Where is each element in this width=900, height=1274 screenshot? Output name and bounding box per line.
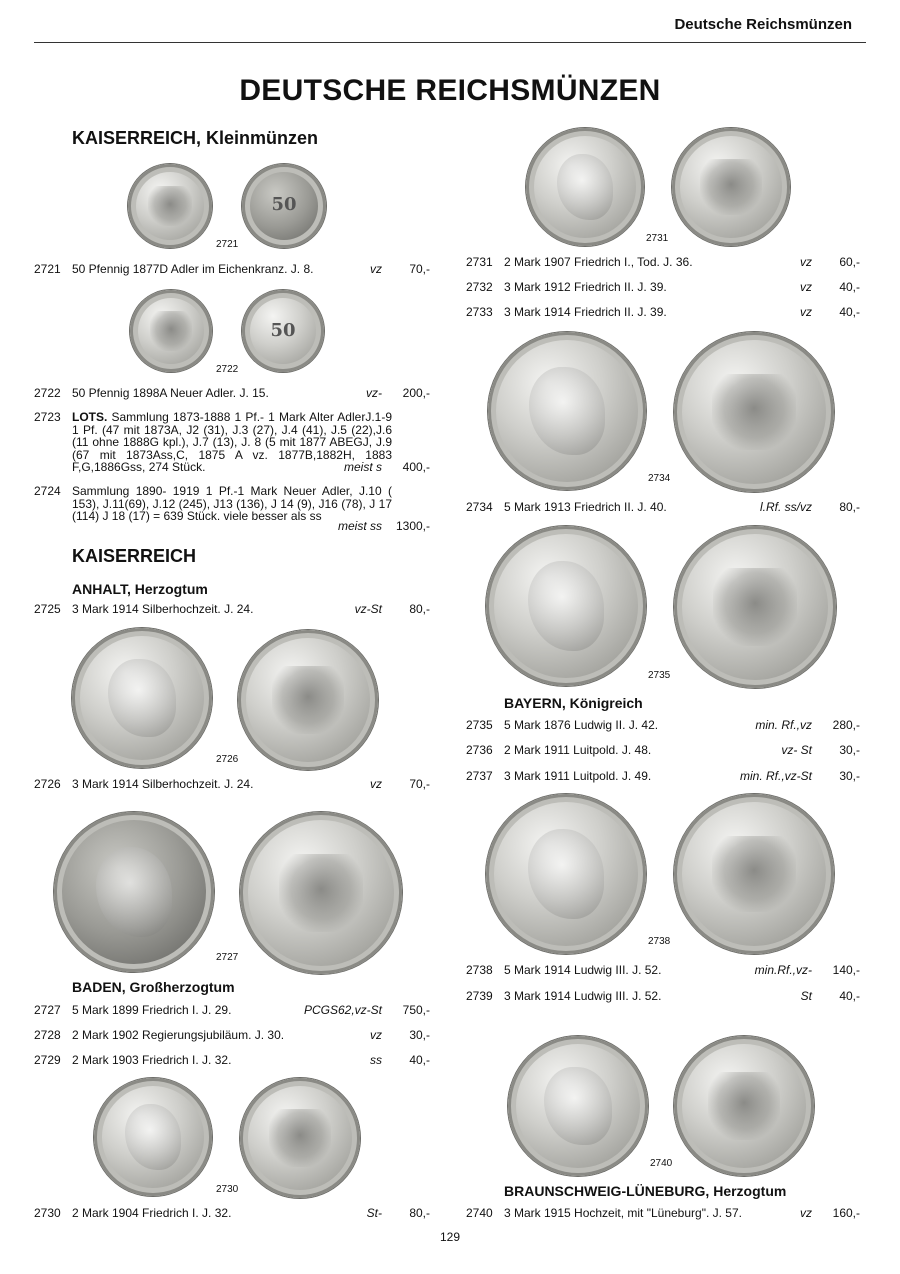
- lot-number: 2729: [34, 1053, 61, 1067]
- header-rule: [34, 42, 866, 43]
- lot-number: 2724: [34, 484, 61, 498]
- lot-2736: [466, 741, 860, 759]
- picture-number: 2735: [648, 670, 671, 681]
- lot-grade: meist s: [343, 460, 382, 474]
- subsection-baden: BADEN, Großherzogtum: [72, 979, 235, 995]
- running-header: Deutsche Reichsmünzen: [674, 16, 852, 33]
- lot-2721: [34, 260, 430, 278]
- lot-2723: [34, 411, 430, 475]
- picture-number: 2727: [216, 952, 239, 963]
- coin-2727-obverse: [54, 812, 214, 972]
- lot-number: 2737: [466, 769, 493, 783]
- lot-price: 140,-: [832, 963, 860, 977]
- lot-description: 3 Mark 1914 Friedrich II. J. 39.: [504, 305, 667, 319]
- picture-number: 2740: [650, 1158, 673, 1169]
- lot-price: 1300,-: [395, 519, 430, 533]
- eagle-icon: [713, 568, 797, 646]
- coin-2731-reverse: [672, 128, 790, 246]
- eagle-icon: [272, 666, 345, 733]
- coin-2735-reverse: [674, 526, 836, 688]
- lot-grade: St-: [366, 1206, 382, 1220]
- coin-2730-obverse: [94, 1078, 212, 1196]
- lot-number: 2735: [466, 718, 493, 732]
- coin-2738-obverse: [486, 794, 646, 954]
- lot-number: 2730: [34, 1206, 61, 1220]
- lot-price: 80,-: [409, 602, 430, 616]
- lot-description: 50 Pfennig 1877D Adler im Eichenkranz. J. 8.: [72, 262, 314, 276]
- lot-description: 2 Mark 1904 Friedrich I. J. 32.: [72, 1206, 232, 1220]
- eagle-icon: [712, 836, 795, 913]
- lot-grade: meist ss: [337, 519, 382, 533]
- lot-description: 5 Mark 1899 Friedrich I. J. 29.: [72, 1003, 232, 1017]
- coin-2727-reverse: [240, 812, 402, 974]
- coin-2726-reverse: [238, 630, 378, 770]
- lot-number: 2725: [34, 602, 61, 616]
- picture-number: 2731: [646, 233, 669, 244]
- picture-number: 2730: [216, 1184, 239, 1195]
- lot-2738: [466, 961, 860, 979]
- picture-number: 2726: [216, 754, 239, 765]
- lot-2732: [466, 278, 860, 296]
- coin-2734-reverse: [674, 332, 834, 492]
- portrait-icon: [96, 847, 173, 937]
- lot-grade: St: [800, 989, 812, 1003]
- lot-price: 70,-: [409, 777, 430, 791]
- lot-description: 3 Mark 1914 Silberhochzeit. J. 24.: [72, 777, 254, 791]
- lot-grade: vz-: [366, 386, 382, 400]
- coin-2722-obverse: [130, 290, 212, 372]
- lot-number: 2728: [34, 1028, 61, 1042]
- lot-description: 5 Mark 1913 Friedrich II. J. 40.: [504, 500, 667, 514]
- lot-number: 2740: [466, 1206, 493, 1220]
- picture-number: 2721: [216, 239, 239, 250]
- lot-number: 2722: [34, 386, 61, 400]
- lot-grade: vz: [370, 262, 382, 276]
- lot-grade: vz: [800, 305, 812, 319]
- lot-number: 2732: [466, 280, 493, 294]
- eagle-icon: [269, 1109, 331, 1167]
- lot-2733: [466, 303, 860, 321]
- coin-value-label: 50: [271, 194, 297, 216]
- lot-2731: [466, 253, 860, 271]
- lot-description: 3 Mark 1911 Luitpold. J. 49.: [504, 769, 652, 783]
- lot-grade: l.Rf. ss/vz: [759, 500, 812, 514]
- lot-2727: [34, 1001, 430, 1019]
- lot-price: 750,-: [402, 1003, 430, 1017]
- coin-2734-obverse: [488, 332, 646, 490]
- coin-2731-obverse: [526, 128, 644, 246]
- lot-description: 2 Mark 1907 Friedrich I., Tod. J. 36.: [504, 255, 693, 269]
- lot-2722: [34, 384, 430, 402]
- lot-description: 50 Pfennig 1898A Neuer Adler. J. 15.: [72, 386, 269, 400]
- lot-price: 80,-: [409, 1206, 430, 1220]
- section-kaiserreich-kleinmuenzen: KAISERREICH, Kleinmünzen: [72, 128, 319, 148]
- lot-grade: vz: [370, 777, 382, 791]
- lot-price: 60,-: [839, 255, 860, 269]
- eagle-icon: [700, 159, 761, 216]
- lot-prefix: LOTS.: [72, 410, 108, 424]
- lot-price: 280,-: [832, 718, 860, 732]
- section-kaiserreich: KAISERREICH: [72, 546, 197, 566]
- lot-description: 2 Mark 1903 Friedrich I. J. 32.: [72, 1053, 232, 1067]
- subsection-braunschweig: BRAUNSCHWEIG-LÜNEBURG, Herzogtum: [504, 1183, 787, 1199]
- lot-number: 2731: [466, 255, 493, 269]
- page-title: DEUTSCHE REICHSMÜNZEN: [239, 74, 661, 107]
- subsection-anhalt: ANHALT, Herzogtum: [72, 581, 208, 597]
- lot-description: 3 Mark 1912 Friedrich II. J. 39.: [504, 280, 667, 294]
- lot-2734: [466, 498, 860, 516]
- lot-description: Sammlung 1890- 1919 1 Pf.-1 Mark Neuer Adler, J.10 ( 153), J.11(69), J.12 (245), J13 (136), J 14 (9), J16 (78), J 17 (114) J 18 (17) = 639 Stück. viele besser als ss: [72, 484, 392, 523]
- lot-price: 30,-: [409, 1028, 430, 1042]
- lot-2724: [34, 485, 430, 537]
- lot-grade: vz- St: [781, 743, 812, 757]
- lot-price: 30,-: [839, 769, 860, 783]
- lot-grade: vz: [370, 1028, 382, 1042]
- lot-price: 70,-: [409, 262, 430, 276]
- lot-grade: ss: [370, 1053, 382, 1067]
- portrait-icon: [544, 1067, 611, 1145]
- lot-number: 2736: [466, 743, 493, 757]
- coin-2721-obverse: [128, 164, 212, 248]
- lot-2737: [466, 767, 860, 785]
- lot-description: 5 Mark 1914 Ludwig III. J. 52.: [504, 963, 662, 977]
- coin-2740-obverse: [508, 1036, 648, 1176]
- subsection-bayern: BAYERN, Königreich: [504, 695, 643, 711]
- lot-2739: [466, 987, 860, 1005]
- coin-2721-reverse: [242, 164, 326, 248]
- portrait-icon: [125, 1104, 182, 1170]
- lot-number: 2727: [34, 1003, 61, 1017]
- lot-grade: vz: [800, 280, 812, 294]
- lot-description: 2 Mark 1911 Luitpold. J. 48.: [504, 743, 652, 757]
- lot-grade: PCGS62,vz-St: [303, 1003, 382, 1017]
- lot-grade: min. Rf.,vz-St: [739, 769, 812, 783]
- coin-value-label: 50: [270, 319, 296, 341]
- eagle-icon: [708, 1072, 781, 1139]
- lot-number: 2733: [466, 305, 493, 319]
- coin-2726-obverse: [72, 628, 212, 768]
- lot-price: 40,-: [409, 1053, 430, 1067]
- portrait-icon: [108, 659, 175, 737]
- portrait-icon: [528, 561, 605, 651]
- coin-2740-reverse: [674, 1036, 814, 1176]
- lot-2726: [34, 775, 430, 793]
- coin-2738-reverse: [674, 794, 834, 954]
- lot-number: 2721: [34, 262, 61, 276]
- lot-text: Sammlung 1873-1888 1 Pf.- 1 Mark Alter AdlerJ.1-9 1 Pf. (47 mit 1873A, J2 (31), J.3 (27), J.4 (41), J.5 (22),J.6 (11 ohne 1888G kpl.), J.7 (13), J. 8 (5 mit 1877 ABEGJ, J.9 (67 mit 1873Ass,C, 1875 A vz. 1877B,1882H, 1883 F,G,1886Gss, 274 Stück.: [72, 410, 392, 474]
- eagle-icon: [150, 311, 193, 350]
- lot-grade: vz: [800, 255, 812, 269]
- lot-price: 40,-: [839, 305, 860, 319]
- lot-2735: [466, 716, 860, 734]
- lot-description: 5 Mark 1876 Ludwig II. J. 42.: [504, 718, 659, 732]
- picture-number: 2734: [648, 473, 671, 484]
- lot-price: 200,-: [402, 386, 430, 400]
- lot-price: 400,-: [402, 460, 430, 474]
- lot-2730: [34, 1204, 430, 1222]
- eagle-icon: [712, 374, 795, 451]
- lot-price: 40,-: [839, 989, 860, 1003]
- portrait-icon: [528, 829, 605, 919]
- lot-2729: [34, 1051, 430, 1069]
- portrait-icon: [557, 154, 614, 220]
- coin-2722-reverse: [242, 290, 324, 372]
- lot-2725: [34, 600, 430, 618]
- lot-number: 2734: [466, 500, 493, 514]
- eagle-icon: [279, 854, 363, 932]
- lot-description: 3 Mark 1915 Hochzeit, mit "Lüneburg". J. 57.: [504, 1206, 742, 1220]
- lot-number: 2726: [34, 777, 61, 791]
- lot-description: 3 Mark 1914 Ludwig III. J. 52.: [504, 989, 662, 1003]
- lot-price: 30,-: [839, 743, 860, 757]
- lot-2740: [466, 1204, 860, 1222]
- lot-grade: min.Rf.,vz-: [754, 963, 812, 977]
- lot-grade: vz: [800, 1206, 812, 1220]
- coin-2730-reverse: [240, 1078, 360, 1198]
- portrait-icon: [529, 367, 605, 455]
- coin-2735-obverse: [486, 526, 646, 686]
- picture-number: 2738: [648, 936, 671, 947]
- lot-grade: vz-St: [354, 602, 382, 616]
- lot-description: 2 Mark 1902 Regierungsjubiläum. J. 30.: [72, 1028, 285, 1042]
- lot-description: 3 Mark 1914 Silberhochzeit. J. 24.: [72, 602, 254, 616]
- lot-price: 160,-: [832, 1206, 860, 1220]
- eagle-icon: [148, 186, 192, 226]
- lot-2728: [34, 1026, 430, 1044]
- lot-grade: min. Rf.,vz: [755, 718, 812, 732]
- lot-number: 2739: [466, 989, 493, 1003]
- page-number: 129: [439, 1230, 461, 1244]
- lot-price: 40,-: [839, 280, 860, 294]
- lot-number: 2738: [466, 963, 493, 977]
- lot-price: 80,-: [839, 500, 860, 514]
- lot-number: 2723: [34, 410, 61, 424]
- picture-number: 2722: [216, 364, 239, 375]
